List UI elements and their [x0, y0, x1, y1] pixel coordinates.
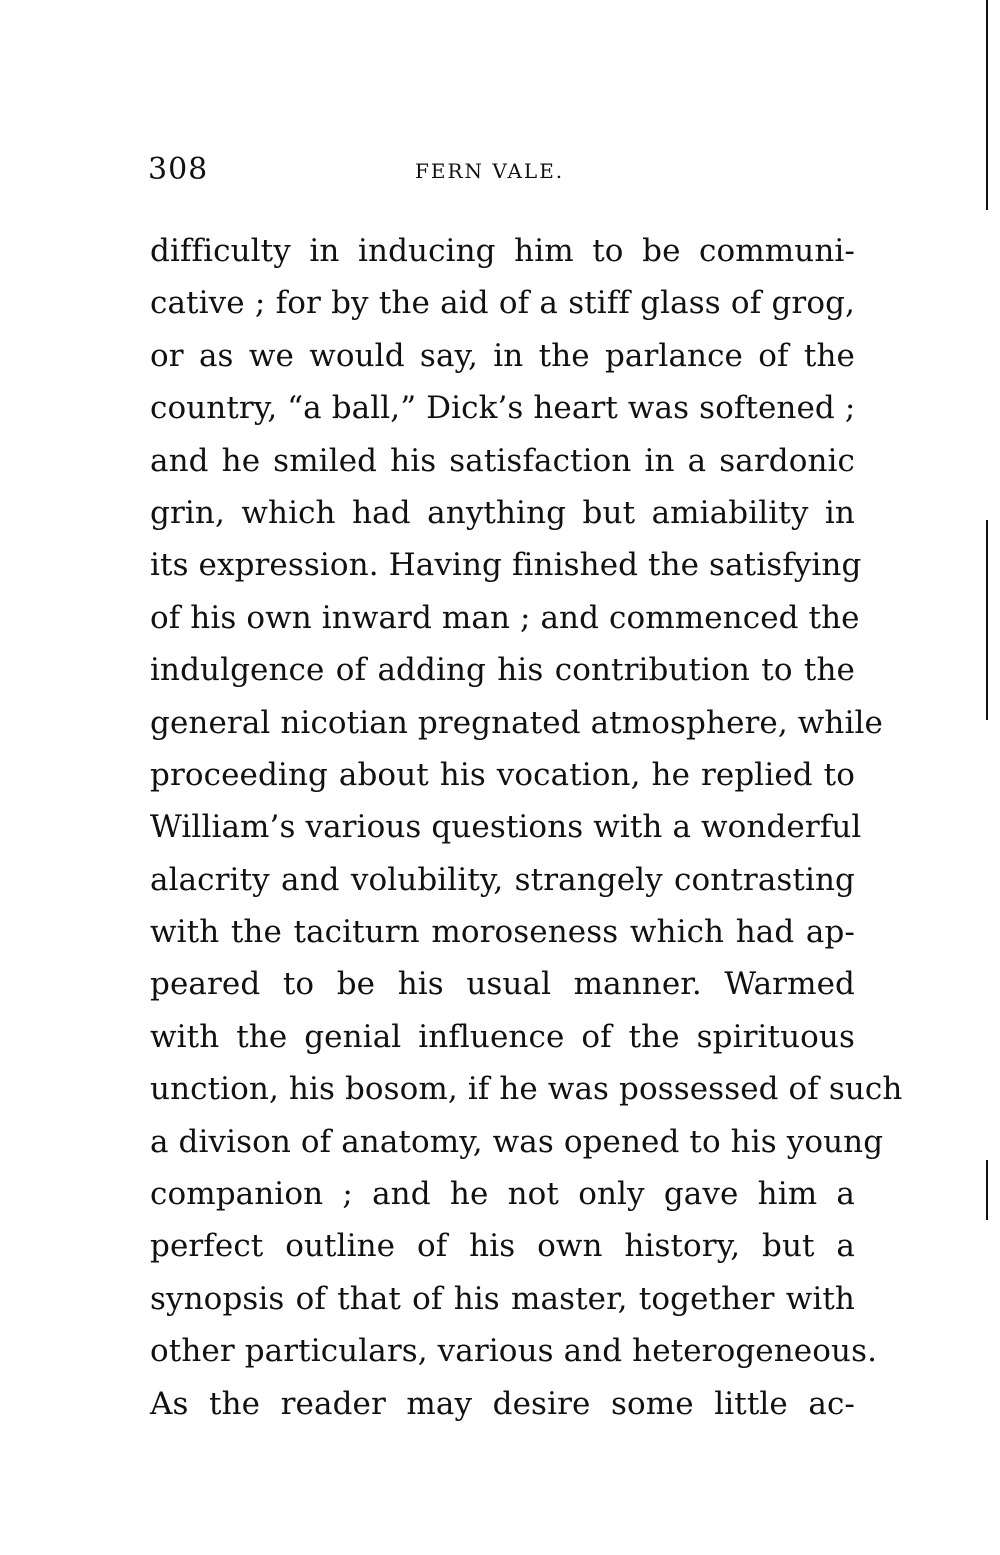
scan-edge-mark — [986, 520, 988, 720]
text-line: with the taciturn moroseness which had ap- — [150, 914, 855, 951]
text-line: of his own inward man ; and commenced the — [150, 599, 860, 636]
page-number: 308 — [148, 152, 209, 187]
text-line: grin, which had anything but amiability in — [150, 494, 855, 531]
text-line: other particulars, various and heterogeneous. — [150, 1333, 878, 1370]
text-line: with the genial influence of the spirituous — [150, 1018, 855, 1055]
text-line: companion ; and he not only gave him a — [150, 1176, 855, 1213]
text-line: its expression. Having finished the satisfying — [150, 547, 862, 584]
text-line: peared to be his usual manner. Warmed — [150, 966, 855, 1003]
text-line: and he smiled his satisfaction in a sardonic — [150, 442, 855, 479]
running-title: FERN VALE. — [415, 159, 565, 183]
scan-edge-mark — [986, 1160, 988, 1220]
text-line: country, “a ball,” Dick’s heart was softened ; — [150, 390, 856, 427]
text-line: perfect outline of his own history, but a — [150, 1228, 855, 1265]
text-line: alacrity and volubility, strangely contrasting — [150, 861, 855, 898]
text-line: proceeding about his vocation, he replied to — [150, 756, 855, 793]
page-header — [148, 150, 858, 190]
text-line: indulgence of adding his contribution to the — [150, 652, 855, 689]
text-line: unction, his bosom, if he was possessed of such — [150, 1071, 903, 1108]
text-line: a divison of anatomy, was opened to his young — [150, 1123, 884, 1160]
text-line: difficulty in inducing him to be communi- — [150, 233, 855, 269]
text-line: As the reader may desire some little ac- — [150, 1385, 855, 1422]
text-line: general nicotian pregnated atmosphere, while — [150, 704, 883, 741]
text-line: synopsis of that of his master, together with — [150, 1280, 855, 1317]
text-line: William’s various questions with a wonderful — [150, 809, 862, 846]
text-line: cative ; for by the aid of a stiff glass of grog, — [150, 285, 855, 322]
body-text — [150, 225, 903, 1430]
scan-edge-mark — [986, 0, 988, 210]
text-line: or as we would say, in the parlance of the — [150, 337, 855, 374]
